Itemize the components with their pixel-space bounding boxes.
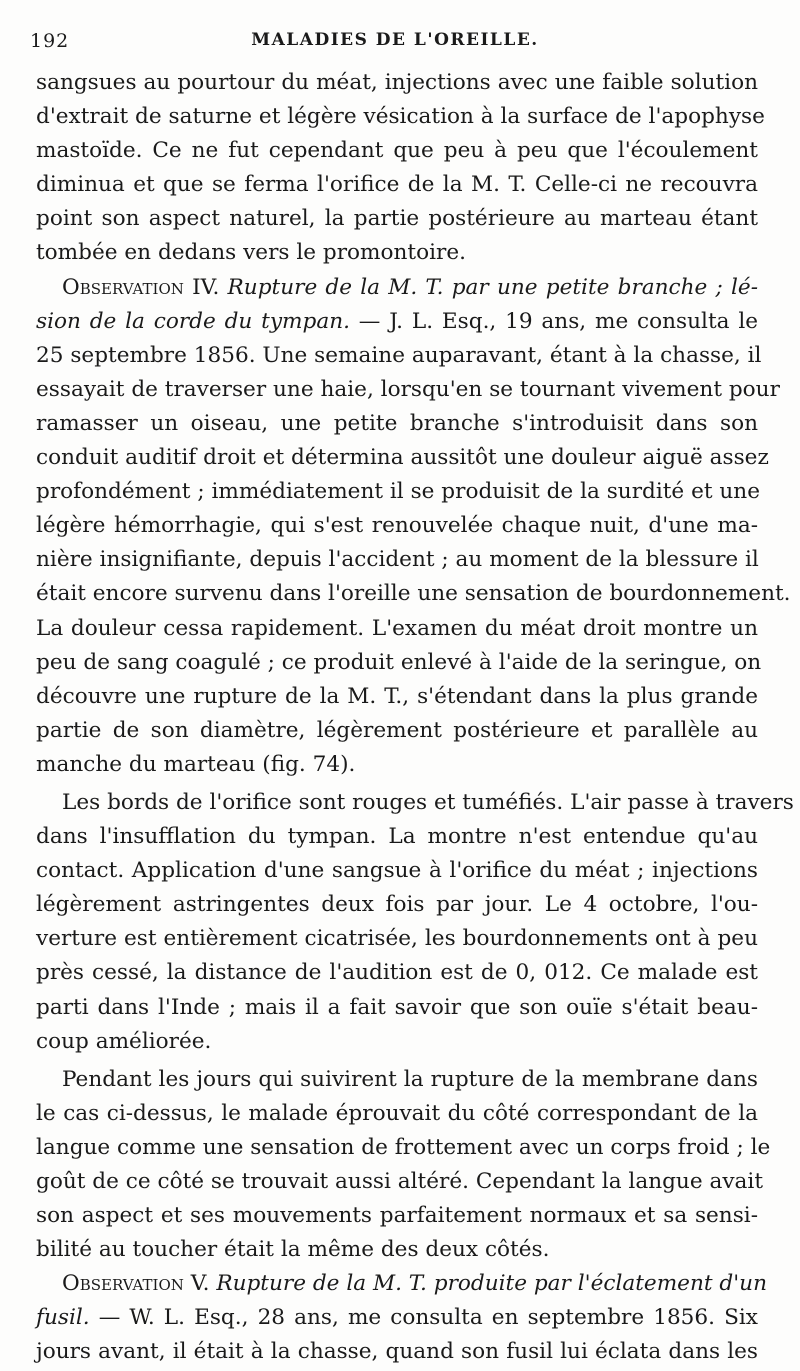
text-line: manche du marteau (fig. 74). — [36, 751, 356, 777]
text-line: légèrement astringentes deux fois par jour. Le 4 octobre, l'ou- — [36, 892, 758, 918]
text-line: légère hémorrhagie, qui s'est renouvelée chaque nuit, d'une ma- — [36, 513, 758, 539]
text-line: langue comme une sensation de frottement avec un corps froid ; le — [36, 1134, 771, 1160]
text-line: près cessé, la distance de l'audition est de 0, 012. Ce malade est — [36, 960, 758, 986]
text-line: contact. Application d'une sangsue à l'orifice du méat ; injections — [36, 858, 758, 884]
text-line: nière insignifiante, depuis l'accident ; au moment de la blessure il — [36, 547, 759, 573]
observation-heading-line — [36, 271, 758, 305]
paragraph — [36, 786, 794, 1059]
text-line: coup améliorée. — [36, 1028, 212, 1054]
text-line — [36, 305, 758, 339]
observation-text: — W. L. Esq., 28 ans, me consulta en septembre 1856. Six — [89, 1305, 758, 1331]
observation-text: — J. L. Esq., 19 ans, me consulta le — [349, 308, 759, 334]
text-line: le cas ci-dessus, le malade éprouvait du côté correspondant de la — [36, 1100, 758, 1126]
text-line: Les bords de l'orifice sont rouges et tuméfiés. L'air passe à travers — [62, 789, 794, 815]
text-line: sangsues au pourtour du méat, injections avec une faible solution — [36, 70, 758, 95]
running-head — [30, 30, 760, 60]
observation-title-cont: sion de la corde du tympan. — [36, 308, 350, 334]
text-line: diminua et que se ferma l'orifice de la M. T. Celle-ci ne recouvra — [36, 172, 758, 198]
text-line: était encore survenu dans l'oreille une sensation de bourdonnement. — [36, 581, 791, 607]
text-line: dans l'insufflation du tympan. La montre n'est entendue qu'au — [36, 824, 758, 850]
observation-label: Observation IV. — [62, 274, 220, 300]
text-line: jours avant, il était à la chasse, quand son fusil lui éclata dans les — [36, 1339, 758, 1365]
text-line: conduit auditif droit et détermina aussitôt une douleur aiguë assez — [36, 445, 769, 471]
text-line: son aspect et ses mouvements parfaitement normaux et sa sensi- — [36, 1203, 758, 1229]
text-line: La douleur cessa rapidement. L'examen du méat droit montre un — [36, 615, 758, 641]
text-line: tombée en dedans vers le promontoire. — [36, 240, 466, 266]
text-line: verture est entièrement cicatrisée, les bourdonnements ont à peu — [36, 926, 758, 952]
observation-heading-line — [36, 1267, 767, 1301]
observation-title: Rupture de la M. T. produite par l'éclatement d'un — [216, 1271, 767, 1297]
text-line: 25 septembre 1856. Une semaine auparavant, étant à la chasse, il — [36, 342, 762, 368]
observation-v — [36, 1267, 767, 1369]
text-line: découvre une rupture de la M. T., s'étendant dans la plus grande — [36, 683, 758, 709]
observation-title-cont: fusil. — [36, 1305, 90, 1331]
text-line: goût de ce côté se trouvait aussi altéré. Cependant la langue avait — [36, 1169, 764, 1194]
text-line: mastoïde. Ce ne fut cependant que peu à peu que l'écoulement — [36, 138, 758, 164]
page-number: 192 — [30, 30, 70, 52]
text-line: parti dans l'Inde ; mais il a fait savoir que son ouïe s'était beau- — [36, 994, 758, 1020]
text-line: peu de sang coagulé ; ce produit enlevé à l'aide de la seringue, on — [36, 649, 762, 675]
text-line: profondément ; immédiatement il se produisit de la surdité et une — [36, 479, 760, 505]
text-line: Pendant les jours qui suivirent la rupture de la membrane dans — [62, 1066, 758, 1092]
paragraph — [36, 1063, 771, 1268]
text-line: d'extrait de saturne et légère vésication à la surface de l'apophyse — [36, 104, 765, 130]
body-text — [36, 66, 794, 1370]
text-line: ramasser un oiseau, une petite branche s'introduisit dans son — [36, 410, 758, 436]
observation-label: Observation V. — [62, 1271, 210, 1297]
text-line: partie de son diamètre, légèrement postérieure et parallèle au — [36, 717, 758, 743]
text-line — [36, 1301, 758, 1335]
text-line: essayait de traverser une haie, lorsqu'en se tournant vivement pour — [36, 376, 780, 402]
text-line: bilité au toucher était la même des deux côtés. — [36, 1237, 550, 1263]
running-title: MALADIES DE L'OREILLE. — [251, 30, 539, 50]
text-line: point son aspect naturel, la partie postérieure au marteau étant — [36, 206, 758, 232]
observation-title: Rupture de la M. T. par une petite branche ; lé- — [227, 274, 759, 300]
paragraph-continuation — [36, 66, 765, 271]
observation-iv — [36, 271, 791, 782]
